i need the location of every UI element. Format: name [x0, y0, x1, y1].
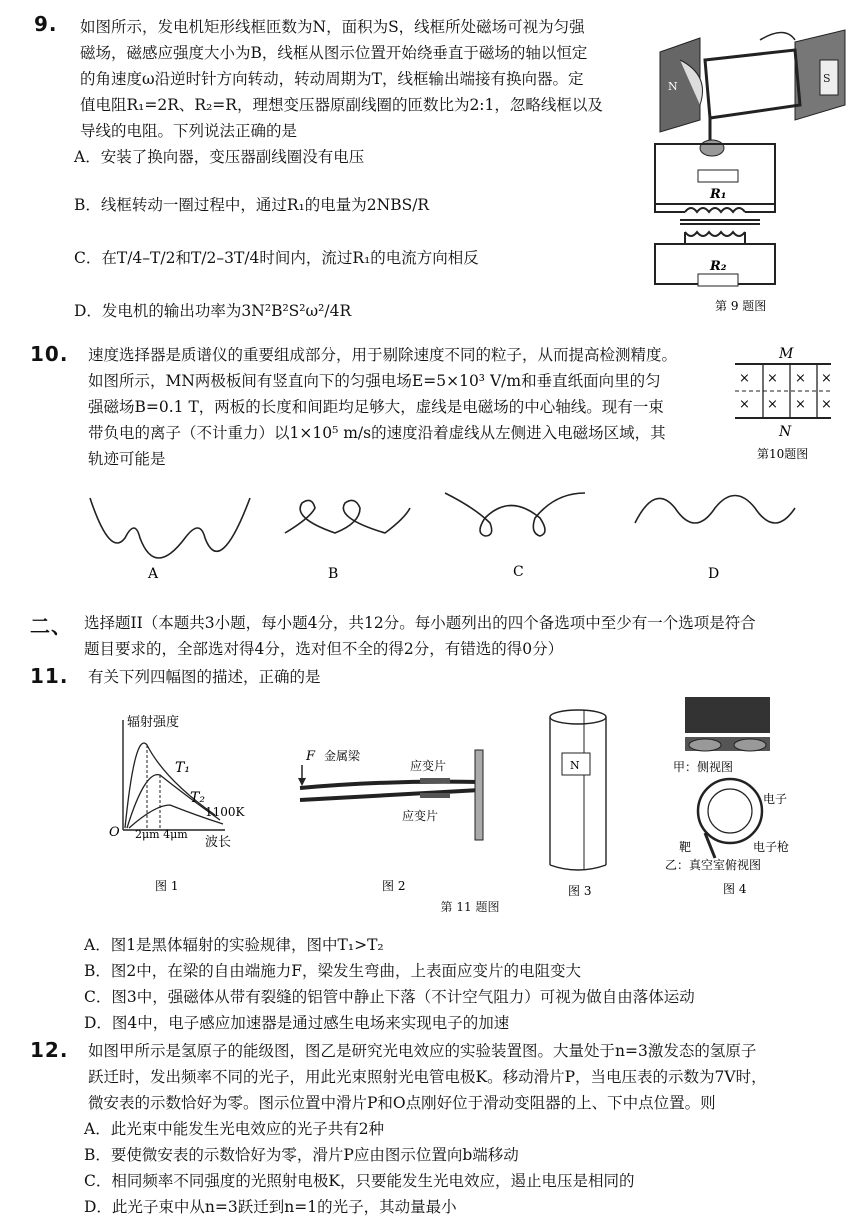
- svg-text:×: ×: [821, 397, 832, 412]
- q10-stem-line: 如图所示，MN两极板间有竖直向下的匀强电场E=5×10³ V/m和垂直纸面向里的匀: [88, 372, 661, 390]
- transformer-secondary: [685, 232, 745, 236]
- q9-stem-line: 值电阻R₁=2R、R₂=R，理想变压器原副线圈的匝数比为2:1，忽略线框以及: [80, 96, 603, 114]
- q11-stem: 有关下列四幅图的描述，正确的是: [88, 668, 321, 686]
- q10-stem-line: 轨迹可能是: [88, 450, 166, 468]
- fig4-electron-label: 电子: [763, 792, 788, 806]
- svg-text:×: ×: [767, 371, 778, 386]
- fig2-caption: 图 2: [382, 879, 406, 893]
- fig1-temp-label: 1100K: [205, 805, 245, 819]
- q9-stem-line: 的角速度ω沿逆时针方向转动，转动周期为T，线框输出端接有换向器。定: [80, 70, 584, 88]
- q12-number: 12.: [30, 1038, 69, 1062]
- q9-stem-line: 导线的电阻。下列说法正确的是: [80, 122, 298, 140]
- resistor-r2: [698, 274, 738, 286]
- q11-fig4-betatron: [665, 693, 800, 903]
- trajectory-b: [285, 500, 410, 533]
- choice-c-label: C: [513, 564, 524, 580]
- q9-number: 9.: [34, 12, 58, 36]
- q11-option-b[interactable]: B．图2中，在梁的自由端施力F，梁发生弯曲，上表面应变片的电阻变大: [84, 962, 582, 980]
- q10-stem-line: 速度选择器是质谱仪的重要组成部分，用于剔除速度不同的粒子，从而提高检测精度。: [88, 346, 678, 364]
- fig4-gun-label: 电子枪: [753, 840, 790, 854]
- q11-option-d[interactable]: D．图4中，电子感应加速器是通过感生电场来实现电子的加速: [84, 1014, 510, 1032]
- fig2-gauge-bottom-label: 应变片: [402, 809, 439, 823]
- q12-option-d[interactable]: D．此光子束中从n=3跃迁到n=1的光子，其动量最小: [84, 1198, 457, 1216]
- section2-line: 选择题II（本题共3小题，每小题4分，共12分。每小题列出的四个备选项中至少有一个选项是符合: [84, 614, 756, 632]
- svg-text:×: ×: [739, 397, 750, 412]
- trajectory-d: [635, 496, 795, 524]
- fig2-gauge-top-label: 应变片: [410, 759, 447, 773]
- curve-t2: [127, 775, 220, 828]
- fig1-caption: 图 1: [155, 879, 179, 893]
- plate-n-label: N: [779, 424, 792, 440]
- svg-text:×: ×: [767, 397, 778, 412]
- q12-stem-line: 微安表的示数恰好为零。图示位置中滑片P和O点刚好位于滑动变阻器的上、下中点位置。则: [88, 1094, 716, 1112]
- fig2-force-label: F: [306, 749, 316, 764]
- q9-stem-line: 磁场，磁感应强度大小为B，线框从图示位置开始绕垂直于磁场的轴以恒定: [80, 44, 588, 62]
- magnet-n-label: N: [668, 80, 678, 93]
- q12-option-a[interactable]: A．此光束中能发生光电效应的光子共有2种: [84, 1120, 385, 1138]
- fig1-t1-label: T₁: [175, 760, 190, 776]
- curve-t1: [125, 743, 215, 828]
- fig1-ylabel: 辐射强度: [127, 715, 180, 730]
- q9-option-d[interactable]: D．发电机的输出功率为3N²B²S²ω²/4R: [74, 302, 352, 320]
- svg-text:×: ×: [795, 397, 806, 412]
- q11-option-a[interactable]: A．图1是黑体辐射的实验规律，图中T₁>T₂: [84, 936, 384, 954]
- fig4-caption: 图 4: [723, 882, 747, 896]
- q10-number: 10.: [30, 342, 69, 366]
- coil-frame: [705, 50, 800, 118]
- svg-text:×: ×: [795, 371, 806, 386]
- choice-b-label: B: [328, 566, 339, 582]
- q11-number: 11.: [30, 664, 69, 688]
- fig1-t2-label: T₂: [190, 790, 205, 806]
- q9-figure-generator: [650, 20, 855, 320]
- q11-fig1-blackbody: [105, 710, 255, 900]
- q10-stem-line: 强磁场B=0.1 T，两板的长度和间距均足够大，虚线是电磁场的中心轴线。现有一束: [88, 398, 664, 416]
- commutator-icon: [700, 140, 724, 156]
- q10-stem-line: 带负电的离子（不计重力）以1×10⁵ m/s的速度沿着虚线从左侧进入电磁场区域，其: [88, 424, 666, 442]
- q9-option-c[interactable]: C．在T/4–T/2和T/2–3T/4时间内，流过R₁的电流方向相反: [74, 249, 479, 267]
- svg-text:×: ×: [739, 371, 750, 386]
- fig4-yi-label: 乙：真空室俯视图: [665, 858, 762, 872]
- q12-stem-line: 如图甲所示是氢原子的能级图，图乙是研究光电效应的实验装置图。大量处于n=3激发态的氢原子: [88, 1042, 757, 1060]
- plate-m-label: M: [779, 346, 794, 362]
- q9-stem: [80, 14, 640, 144]
- resistor-r1: [698, 170, 738, 182]
- q12-stem-line: 跃迁时，发出频率不同的光子，用此光束照射光电管电极K。移动滑片P，当电压表的示数为7V时，: [88, 1068, 767, 1086]
- q9-option-a[interactable]: A．安装了换向器，变压器副线圈没有电压: [74, 148, 365, 166]
- q9-stem-line: 如图所示，发电机矩形线框匝数为N，面积为S，线框所处磁场可视为匀强: [80, 18, 585, 36]
- fig1-ticks: 2μm 4μm: [135, 828, 188, 841]
- q11-caption: 第 11 题图: [440, 900, 500, 914]
- fig2-beam-label: 金属梁: [324, 749, 361, 763]
- section2-number: 二、: [30, 614, 72, 638]
- trajectory-a: [90, 498, 250, 558]
- fig1-xlabel: 波长: [205, 835, 232, 850]
- q10-figure-velocity-selector: [735, 342, 835, 462]
- q10-caption: 第10题图: [757, 447, 809, 461]
- fig4-jia-label: 甲：侧视图: [673, 760, 734, 774]
- trajectory-c: [445, 493, 585, 536]
- svg-text:×: ×: [821, 371, 832, 386]
- magnet-s-label: S: [823, 72, 831, 85]
- beam-upper: [300, 782, 480, 788]
- fig3-magnet-label: N: [570, 759, 580, 772]
- gauge-top: [420, 778, 450, 783]
- q12-option-b[interactable]: B．要使微安表的示数恰好为零，滑片P应由图示位置向b端移动: [84, 1146, 519, 1164]
- q9-caption: 第 9 题图: [715, 299, 767, 313]
- section2-line: 题目要求的，全部选对得4分，选对但不全的得2分，有错选的得0分）: [84, 640, 564, 658]
- wall-support: [475, 750, 483, 840]
- q10-trajectory-choices: [80, 478, 840, 588]
- gauge-bottom: [420, 793, 450, 798]
- q11-fig2-strain-gauge: [290, 740, 510, 900]
- q11-fig3-aluminum-tube: [540, 705, 620, 900]
- fig4-target-label: 靶: [679, 840, 692, 854]
- fig1-origin: O: [109, 825, 120, 840]
- fig3-caption: 图 3: [568, 884, 592, 898]
- resistor-r2-label: R₂: [710, 259, 727, 274]
- transformer-primary: [685, 208, 745, 212]
- section2-instructions: [84, 610, 864, 662]
- q10-stem: [88, 342, 728, 472]
- q12-stem: [88, 1038, 858, 1116]
- q11-option-c[interactable]: C．图3中，强磁体从带有裂缝的铝管中静止下落（不计空气阻力）可视为做自由落体运动: [84, 988, 695, 1006]
- q12-option-c[interactable]: C．相同频率不同强度的光照射电极K，只要能发生光电效应，遏止电压是相同的: [84, 1172, 635, 1190]
- choice-a-label: A: [148, 566, 159, 582]
- beam-lower: [300, 790, 480, 800]
- magnet-top: [685, 697, 770, 733]
- resistor-r1-label: R₁: [710, 187, 727, 202]
- choice-d-label: D: [708, 566, 720, 582]
- q9-option-b[interactable]: B．线框转动一圈过程中，通过R₁的电量为2NBS/R: [74, 196, 430, 214]
